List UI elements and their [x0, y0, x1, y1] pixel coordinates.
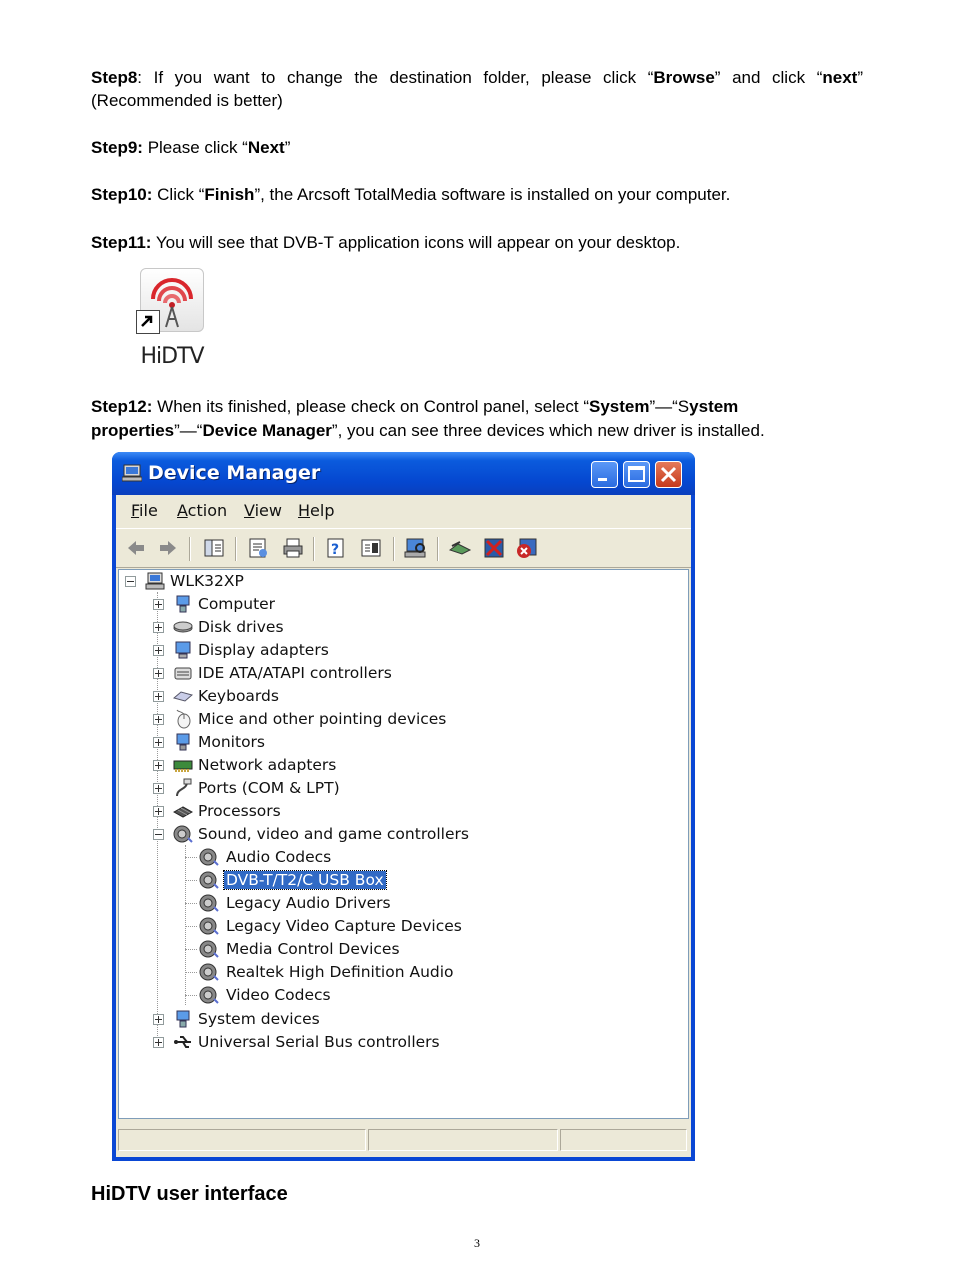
status-pane — [118, 1129, 366, 1151]
title-bar[interactable] — [112, 452, 695, 495]
expand-toggle[interactable] — [153, 645, 164, 656]
hidtv-desktop-shortcut[interactable] — [134, 264, 210, 374]
scan-hardware-icon[interactable] — [404, 536, 428, 560]
speaker-icon — [199, 962, 219, 982]
tree-line — [185, 857, 197, 858]
keyboard-icon — [173, 686, 193, 706]
tree-line — [185, 972, 197, 973]
monitor-icon — [173, 732, 193, 752]
device-manager-window — [112, 452, 695, 1161]
mouse-icon — [173, 709, 193, 729]
shortcut-arrow-icon — [136, 310, 160, 334]
step8-line1: Step8: If you want to change the destination folder, please click “Browse” and click “next” — [91, 68, 863, 87]
menu-help[interactable]: Help — [298, 501, 335, 520]
computer-icon — [145, 571, 165, 591]
processor-icon — [173, 801, 193, 821]
expand-toggle[interactable] — [153, 1014, 164, 1025]
status-pane — [368, 1129, 558, 1151]
expand-toggle[interactable] — [153, 599, 164, 610]
usb-icon — [173, 1032, 193, 1052]
step10: Step10: Click “Finish”, the Arcsoft TotalMedia software is installed on your computer. — [91, 185, 731, 204]
svg-text:?: ? — [331, 542, 340, 558]
toolbar-separator — [313, 537, 315, 561]
speaker-icon — [199, 985, 219, 1005]
tree-line — [185, 949, 197, 950]
window-title: Device Manager — [148, 462, 321, 484]
status-bar — [116, 1125, 691, 1153]
expand-toggle[interactable] — [153, 806, 164, 817]
collapse-toggle[interactable] — [125, 576, 136, 587]
tree-line — [185, 926, 197, 927]
tree-line — [157, 592, 158, 1046]
help-icon[interactable] — [324, 536, 348, 560]
show-hide-tree-icon[interactable] — [202, 536, 226, 560]
expand-toggle[interactable] — [153, 668, 164, 679]
expand-toggle[interactable] — [153, 760, 164, 771]
system-device-icon — [173, 1009, 193, 1029]
page-number: 3 — [474, 1236, 480, 1250]
tree-line — [185, 880, 197, 881]
expand-toggle[interactable] — [153, 622, 164, 633]
computer-icon — [122, 464, 142, 482]
toolbar-separator — [393, 537, 395, 561]
display-adapter-icon — [173, 640, 193, 660]
speaker-icon — [199, 893, 219, 913]
tree-line — [185, 995, 197, 996]
port-icon — [173, 778, 193, 798]
expand-toggle[interactable] — [153, 1037, 164, 1048]
tree-root-label: WLK32XP — [170, 572, 244, 590]
tree-line — [185, 845, 186, 1005]
speaker-icon — [199, 939, 219, 959]
computer-icon — [173, 594, 193, 614]
expand-toggle[interactable] — [153, 783, 164, 794]
step9: Step9: Please click “Next” — [91, 138, 291, 157]
update-driver-icon[interactable] — [448, 536, 472, 560]
step11: Step11: You will see that DVB-T application icons will appear on your desktop. — [91, 233, 681, 252]
speaker-icon — [199, 847, 219, 867]
step12-line2: properties”—“Device Manager”, you can see three devices which new driver is installed. — [91, 421, 765, 440]
back-arrow-icon[interactable] — [124, 536, 148, 560]
forward-arrow-icon[interactable] — [156, 536, 180, 560]
ide-controller-icon — [173, 663, 193, 683]
close-button[interactable] — [655, 461, 682, 488]
expand-toggle[interactable] — [153, 691, 164, 702]
status-pane — [560, 1129, 687, 1151]
menu-action[interactable]: Action — [177, 501, 228, 520]
toolbar-separator — [235, 537, 237, 561]
properties-icon[interactable] — [246, 536, 270, 560]
view-icon[interactable] — [359, 536, 383, 560]
toolbar-separator — [189, 537, 191, 561]
menu-view[interactable]: View — [244, 501, 282, 520]
tree-line — [185, 903, 197, 904]
speaker-icon — [199, 870, 219, 890]
window-client — [116, 495, 691, 1157]
device-tree[interactable]: WLK32XP Computer Disk drives Display adapters IDE ATA/ATAPI controllers Keyboards Mice and other pointing devices Monitors Network adapters Ports (COM & LPT) Processors Sound, video and game controllers Audio Codecs DVB-T/T2/C USB Box Legacy Audio Drivers Legacy Video Capture Devices Media Control Devices Realtek High Definition Audio Video Codecs System devices Universal Serial Bus controllers — [118, 569, 689, 1119]
hidtv-icon-label: HiDTV — [140, 344, 204, 369]
expand-toggle[interactable] — [153, 714, 164, 725]
step12-line1: Step12: When its finished, please check on Control panel, select “System”—“System — [91, 397, 739, 416]
expand-toggle[interactable] — [153, 737, 164, 748]
collapse-toggle[interactable] — [153, 829, 164, 840]
uninstall-device-icon[interactable] — [515, 536, 539, 560]
network-adapter-icon — [173, 755, 193, 775]
disable-device-icon[interactable] — [482, 536, 506, 560]
section-heading: HiDTV user interface — [91, 1183, 288, 1205]
menu-file[interactable]: File — [131, 501, 158, 520]
step8-line2: (Recommended is better) — [91, 91, 283, 110]
speaker-icon — [199, 916, 219, 936]
toolbar-separator — [437, 537, 439, 561]
maximize-button[interactable] — [623, 461, 650, 488]
disk-drive-icon — [173, 617, 193, 637]
print-icon[interactable] — [281, 536, 305, 560]
menu-bar — [116, 495, 691, 526]
speaker-icon — [173, 824, 193, 844]
toolbar — [116, 528, 691, 568]
minimize-button[interactable] — [591, 461, 618, 488]
